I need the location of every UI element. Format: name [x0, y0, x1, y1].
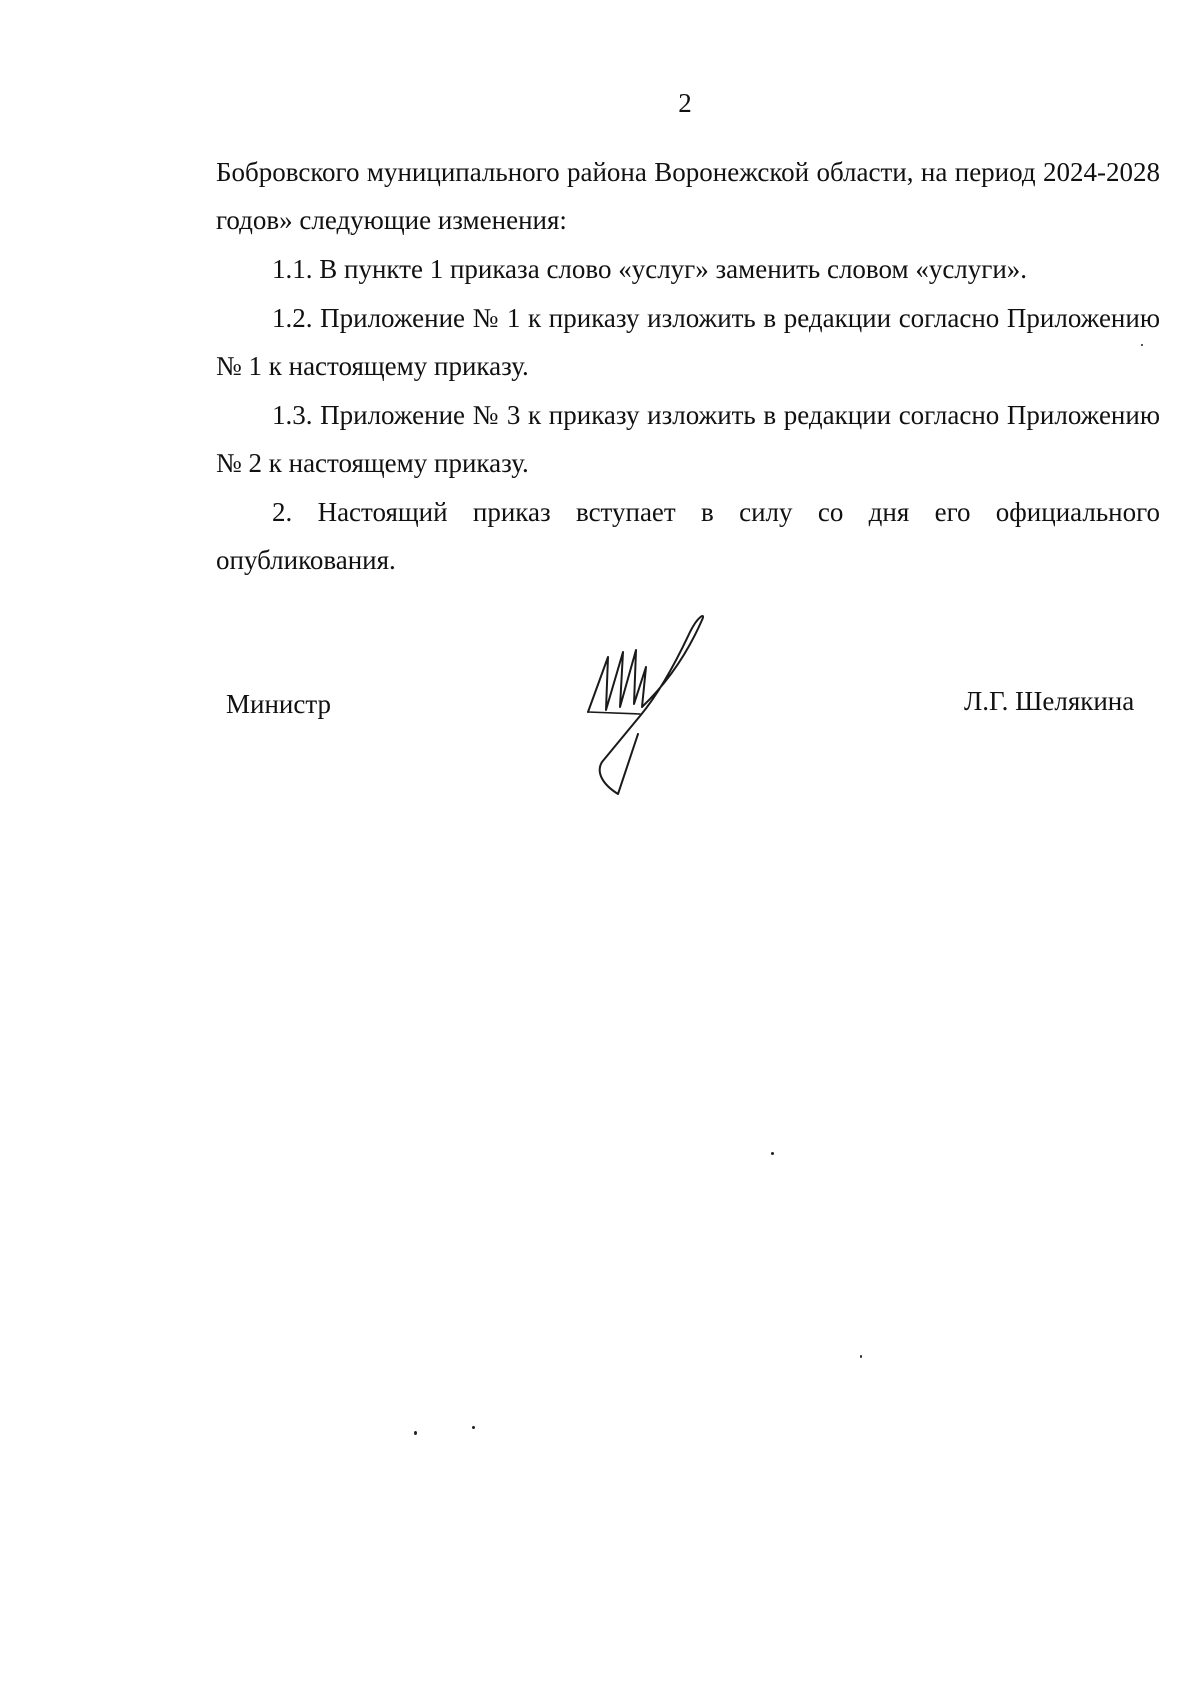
page-number: 2	[678, 88, 692, 118]
signatory-title: Министр	[226, 689, 331, 719]
paragraph-item-1-2: 1.2. Приложение № 1 к приказу изложить в редакции согласно Приложению № 1 к настоящему приказу.	[216, 303, 1160, 381]
paragraph-item-1-1: 1.1. В пункте 1 приказа слово «услуг» заменить словом «услуги».	[272, 254, 1028, 284]
document-body	[216, 148, 1160, 585]
scan-speck	[771, 1152, 774, 1155]
paragraph-item-1-3: 1.3. Приложение № 3 к приказу изложить в редакции согласно Приложению № 2 к настоящему приказу.	[216, 400, 1160, 478]
scan-speck	[472, 1426, 475, 1429]
handwritten-signature	[578, 612, 728, 802]
scan-speck	[1141, 344, 1143, 346]
signatory-name: Л.Г. Шелякина	[964, 686, 1135, 716]
paragraph-continuation: Бобровского муниципального района Воронежской области, на период 2024-2028 годов» следующие изменения:	[216, 157, 1160, 235]
paragraph-item-2: 2. Настоящий приказ вступает в силу со дня его официального опубликования.	[216, 497, 1160, 575]
scan-speck	[860, 1355, 862, 1358]
scan-speck	[414, 1431, 417, 1435]
